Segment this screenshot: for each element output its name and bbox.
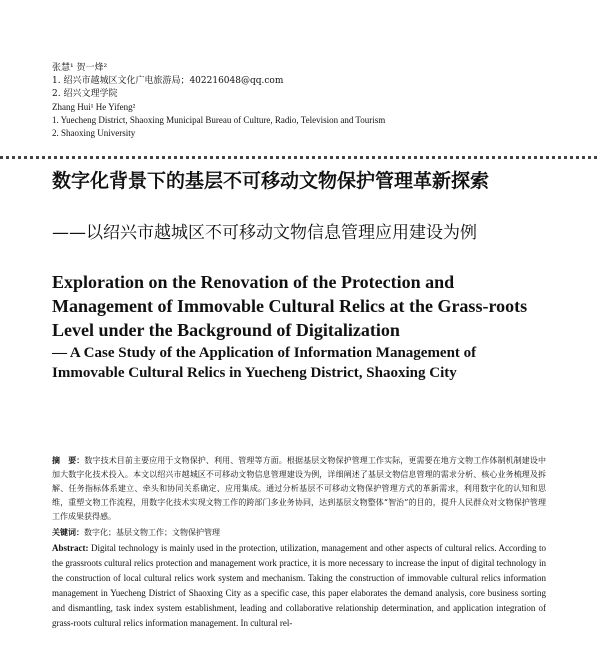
header-divider bbox=[0, 156, 600, 159]
title-english: Exploration on the Renovation of the Protection and Management of Immovable Cultural Relics at the Grass-roots Level under the Background of Digitalization bbox=[52, 272, 528, 340]
author-block bbox=[52, 62, 572, 140]
abstract-zh-label: 摘 要： bbox=[52, 456, 85, 465]
keywords-zh-text: 数字化；基层文物工作；文物保护管理 bbox=[84, 528, 220, 537]
abstract-en-text: Digital technology is mainly used in the protection, utilization, management and other aspects of cultural relics. According to the grassroots cultural relics protection and management work practice, it is more necessary to increase the input of digital technology in the construction of local cultural relics work system and mechanism. Taking the construction of immovable cultural relics information management in Yuecheng District of Shaoxing City as a specific case, this paper elaborates the demand analysis, core business sorting and dismantling, task index system establishment, leading and collaborative relationship determination, and application integration of grass-roots cultural relics information management. In cultural rel- bbox=[52, 543, 546, 628]
abstract-english bbox=[52, 541, 546, 631]
affiliation-en-2: 2. Shaoxing University bbox=[52, 128, 136, 138]
author-names-zh: 张慧¹ 贺一烽² bbox=[52, 63, 108, 73]
affiliation-en-1: 1. Yuecheng District, Shaoxing Municipal Bureau of Culture, Radio, Television and Tourism bbox=[52, 115, 386, 125]
keywords-zh-label: 关键词： bbox=[52, 528, 84, 537]
subtitle-english: — A Case Study of the Application of Information Management of Immovable Cultural Relics in Yuecheng District, Shaoxing City bbox=[52, 345, 477, 381]
affiliation-zh-2: 2. 绍兴文理学院 bbox=[52, 89, 118, 99]
author-names-en: Zhang Hui¹ He Yifeng² bbox=[52, 102, 136, 112]
affiliation-zh-1: 1. 绍兴市越城区文化广电旅游局；402216048@qq.com bbox=[52, 76, 284, 86]
abstract-zh-text: 数字技术目前主要应用于文物保护、利用、管理等方面。根据基层文物保护管理工作实际，更需要在地方文物工作体制机制建设中加大数字化技术投入。本文以绍兴市越城区不可移动文物信息管理建设为例，详细阐述了基层文物信息管理的需求分析、核心业务梳理及拆解、任务指标体系建立、牵头和协同关系确定、应用集成。通过分析基层不可移动文物保护管理方式的革新需求，利用数字化的认知和思维，重塑文物工作流程，用数字化技术实现文物工作的跨部门多业务协同，达到基层文物整体“智治”的目的，提升人民群众对文物保护管理工作成果获得感。 bbox=[52, 456, 547, 521]
abstract-en-label: Abstract: bbox=[52, 543, 89, 553]
keywords-chinese bbox=[52, 526, 546, 540]
abstract-chinese bbox=[52, 454, 546, 524]
subtitle-chinese: ——以绍兴市越城区不可移动文物信息管理应用建设为例 bbox=[52, 223, 477, 243]
title-chinese: 数字化背景下的基层不可移动文物保护管理革新探索 bbox=[52, 170, 490, 192]
